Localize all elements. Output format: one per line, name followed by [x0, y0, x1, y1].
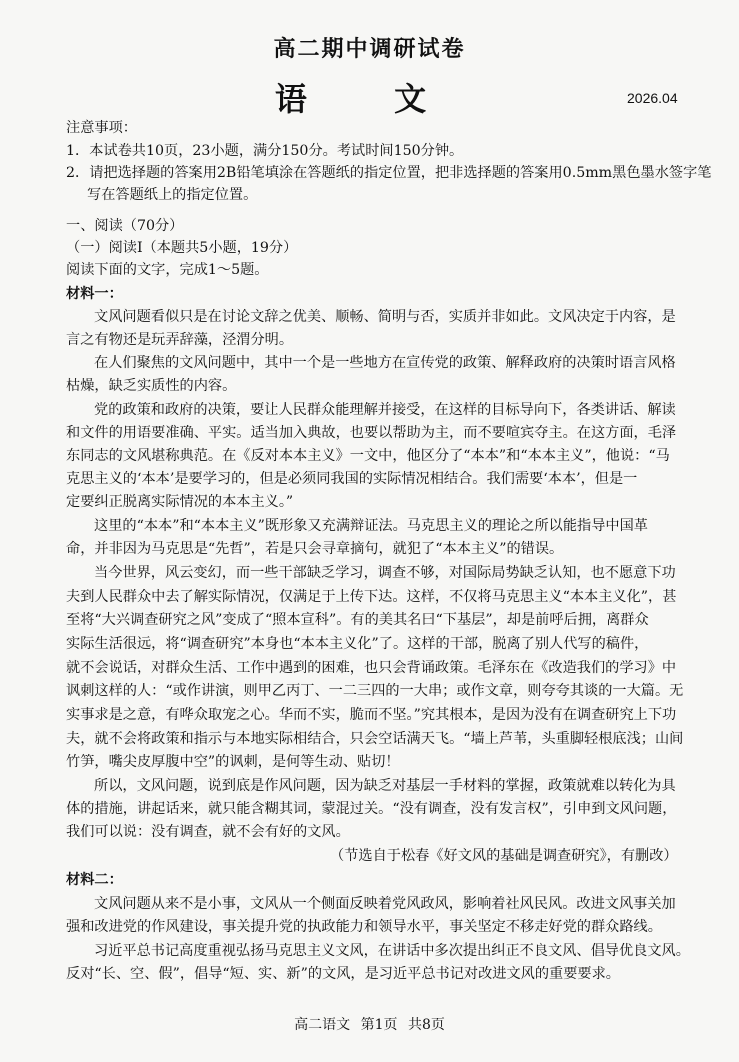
material1-line: 当今世界，风云变幻，而一些干部缺乏学习，调查不够，对国际局势缺乏认知，也不愿意下功 [94, 565, 676, 581]
section-instruction: 阅读下面的文字，完成1～5题。 [66, 262, 269, 278]
material1-line: 讽刺这样的人：“或作讲演，则甲乙丙丁、一二三四的一大串；或作文章，则夸夸其谈的一大篇。无 [66, 683, 684, 699]
material1-line: 命，并非因为马克思是“先哲”，若是只会寻章摘句，就犯了“本本主义”的错误。 [66, 541, 564, 557]
material1-source: （节选自于松春《好文风的基础是调查研究》，有删改） [330, 848, 678, 864]
material1-line: 实事求是之意，有哗众取宠之心。华而不实，脆而不坚。”究其根本，是因为没有在调查研究上下功 [66, 707, 677, 723]
material1-line: 在人们聚焦的文风问题中，其中一个是一些地方在宣传党的政策、解释政府的决策时语言风格 [94, 355, 676, 371]
material1-line: 夫，就不会将政策和指示与本地实际相结合，只会空话满天飞。“墙上芦苇，头重脚轻根底浅；山间 [66, 731, 684, 747]
material1-line: 就不会说话，对群众生活、工作中遇到的困难，也只会背诵政策。毛泽东在《改造我们的学习》中 [66, 660, 677, 676]
material1-line: 和文件的用语要准确、平实。适当加入典故，也要以帮助为主，而不要喧宾夺主。在这方面，毛泽 [66, 425, 677, 441]
note-item-2-cont: 写在答题纸上的指定位置。 [87, 187, 258, 203]
section-sub-heading: （一）阅读Ⅰ（本题共5小题，19分） [66, 240, 298, 256]
material2-label: 材料二： [66, 872, 123, 888]
material1-line: 我们可以说：没有调查，就不会有好的文风。 [66, 824, 350, 840]
material1-line: 定要纠正脱离实际情况的本本主义。” [66, 494, 294, 510]
material1-line: 文风问题看似只是在讨论文辞之优美、顺畅、简明与否，实质并非如此。文风决定于内容，是 [94, 309, 676, 325]
subject-text: 语 文 [274, 80, 465, 118]
exam-title: 高二期中调研试卷 [273, 36, 466, 62]
note-item-2: 2．请把选择题的答案用2B铅笔填涂在答题纸的指定位置，把非选择题的答案用0.5mm黑色墨水签字笔 [66, 165, 712, 181]
page-footer [0, 1014, 739, 1034]
exam-date: 2026.04 [627, 90, 678, 106]
material1-line: 党的政策和政府的决策，要让人民群众能理解并接受，在这样的目标导向下，各类讲话、解读 [94, 402, 676, 418]
notes-heading: 注意事项： [66, 120, 137, 136]
material2-line: 文风问题从来不是小事，文风从一个侧面反映着党风政风，影响着社风民风。改进文风事关加 [94, 896, 676, 912]
footer-subject: 高二语文 [294, 1017, 351, 1033]
material1-line: 体的措施，讲起话来，就只能含糊其词，蒙混过关。“没有调查，没有发言权”，引申到文风问题， [66, 801, 677, 817]
note-item-1: 1．本试卷共10页，23小题，满分150分。考试时间150分钟。 [66, 143, 464, 159]
material1-line: 言之有物还是玩弄辞藻，泾渭分明。 [66, 332, 294, 348]
footer-page-number: 第1页 [360, 1017, 398, 1033]
material2-line: 反对“长、空、假”，倡导“短、实、新”的文风，是习近平总书记对改进文风的重要要求。 [66, 966, 620, 982]
material1-line: 竹笋，嘴尖皮厚腹中空”的讽刺，是何等生动、贴切！ [66, 754, 400, 770]
material1-line: 这里的“本本”和“本本主义”既形象又充满辩证法。马克思主义的理论之所以能指导中国革 [94, 518, 648, 534]
footer-total-pages: 共8页 [407, 1017, 445, 1033]
material1-line: 枯燥，缺乏实质性的内容。 [66, 378, 237, 394]
section-heading: 一、阅读（70分） [66, 218, 184, 234]
material1-line: 夫到人民群众中去了解实际情况，仅满足于上传下达。这样，不仅将马克思主义“本本主义化”，甚 [66, 589, 677, 605]
material1-line: 实际生活很远，将“调查研究”本身也“本本主义化”了。这样的干部，脱离了别人代写的稿件， [66, 636, 649, 652]
material2-line: 强和改进党的作风建设，事关提升党的执政能力和领导水平，事关坚定不移走好党的群众路线。 [66, 919, 662, 935]
material1-line: 克思主义的‘本本’是要学习的，但是必须同我国的实际情况相结合。我们需要‘本本’，但是一 [66, 471, 638, 487]
material1-line: 东同志的文风堪称典范。在《反对本本主义》一文中，他区分了“本本”和“本本主义”，他说：“马 [66, 448, 670, 464]
material2-line: 习近平总书记高度重视弘扬马克思主义文风，在讲话中多次提出纠正不良文风、倡导优良文风。 [94, 943, 690, 959]
material1-line: 至将“大兴调查研究之风”变成了“照本宣科”。有的美其名曰“下基层”，却是前呼后拥，离群众 [66, 612, 649, 628]
material1-line: 所以，文风问题，说到底是作风问题，因为缺乏对基层一手材料的掌握，政策就难以转化为具 [94, 778, 676, 794]
material1-label: 材料一： [66, 286, 123, 302]
